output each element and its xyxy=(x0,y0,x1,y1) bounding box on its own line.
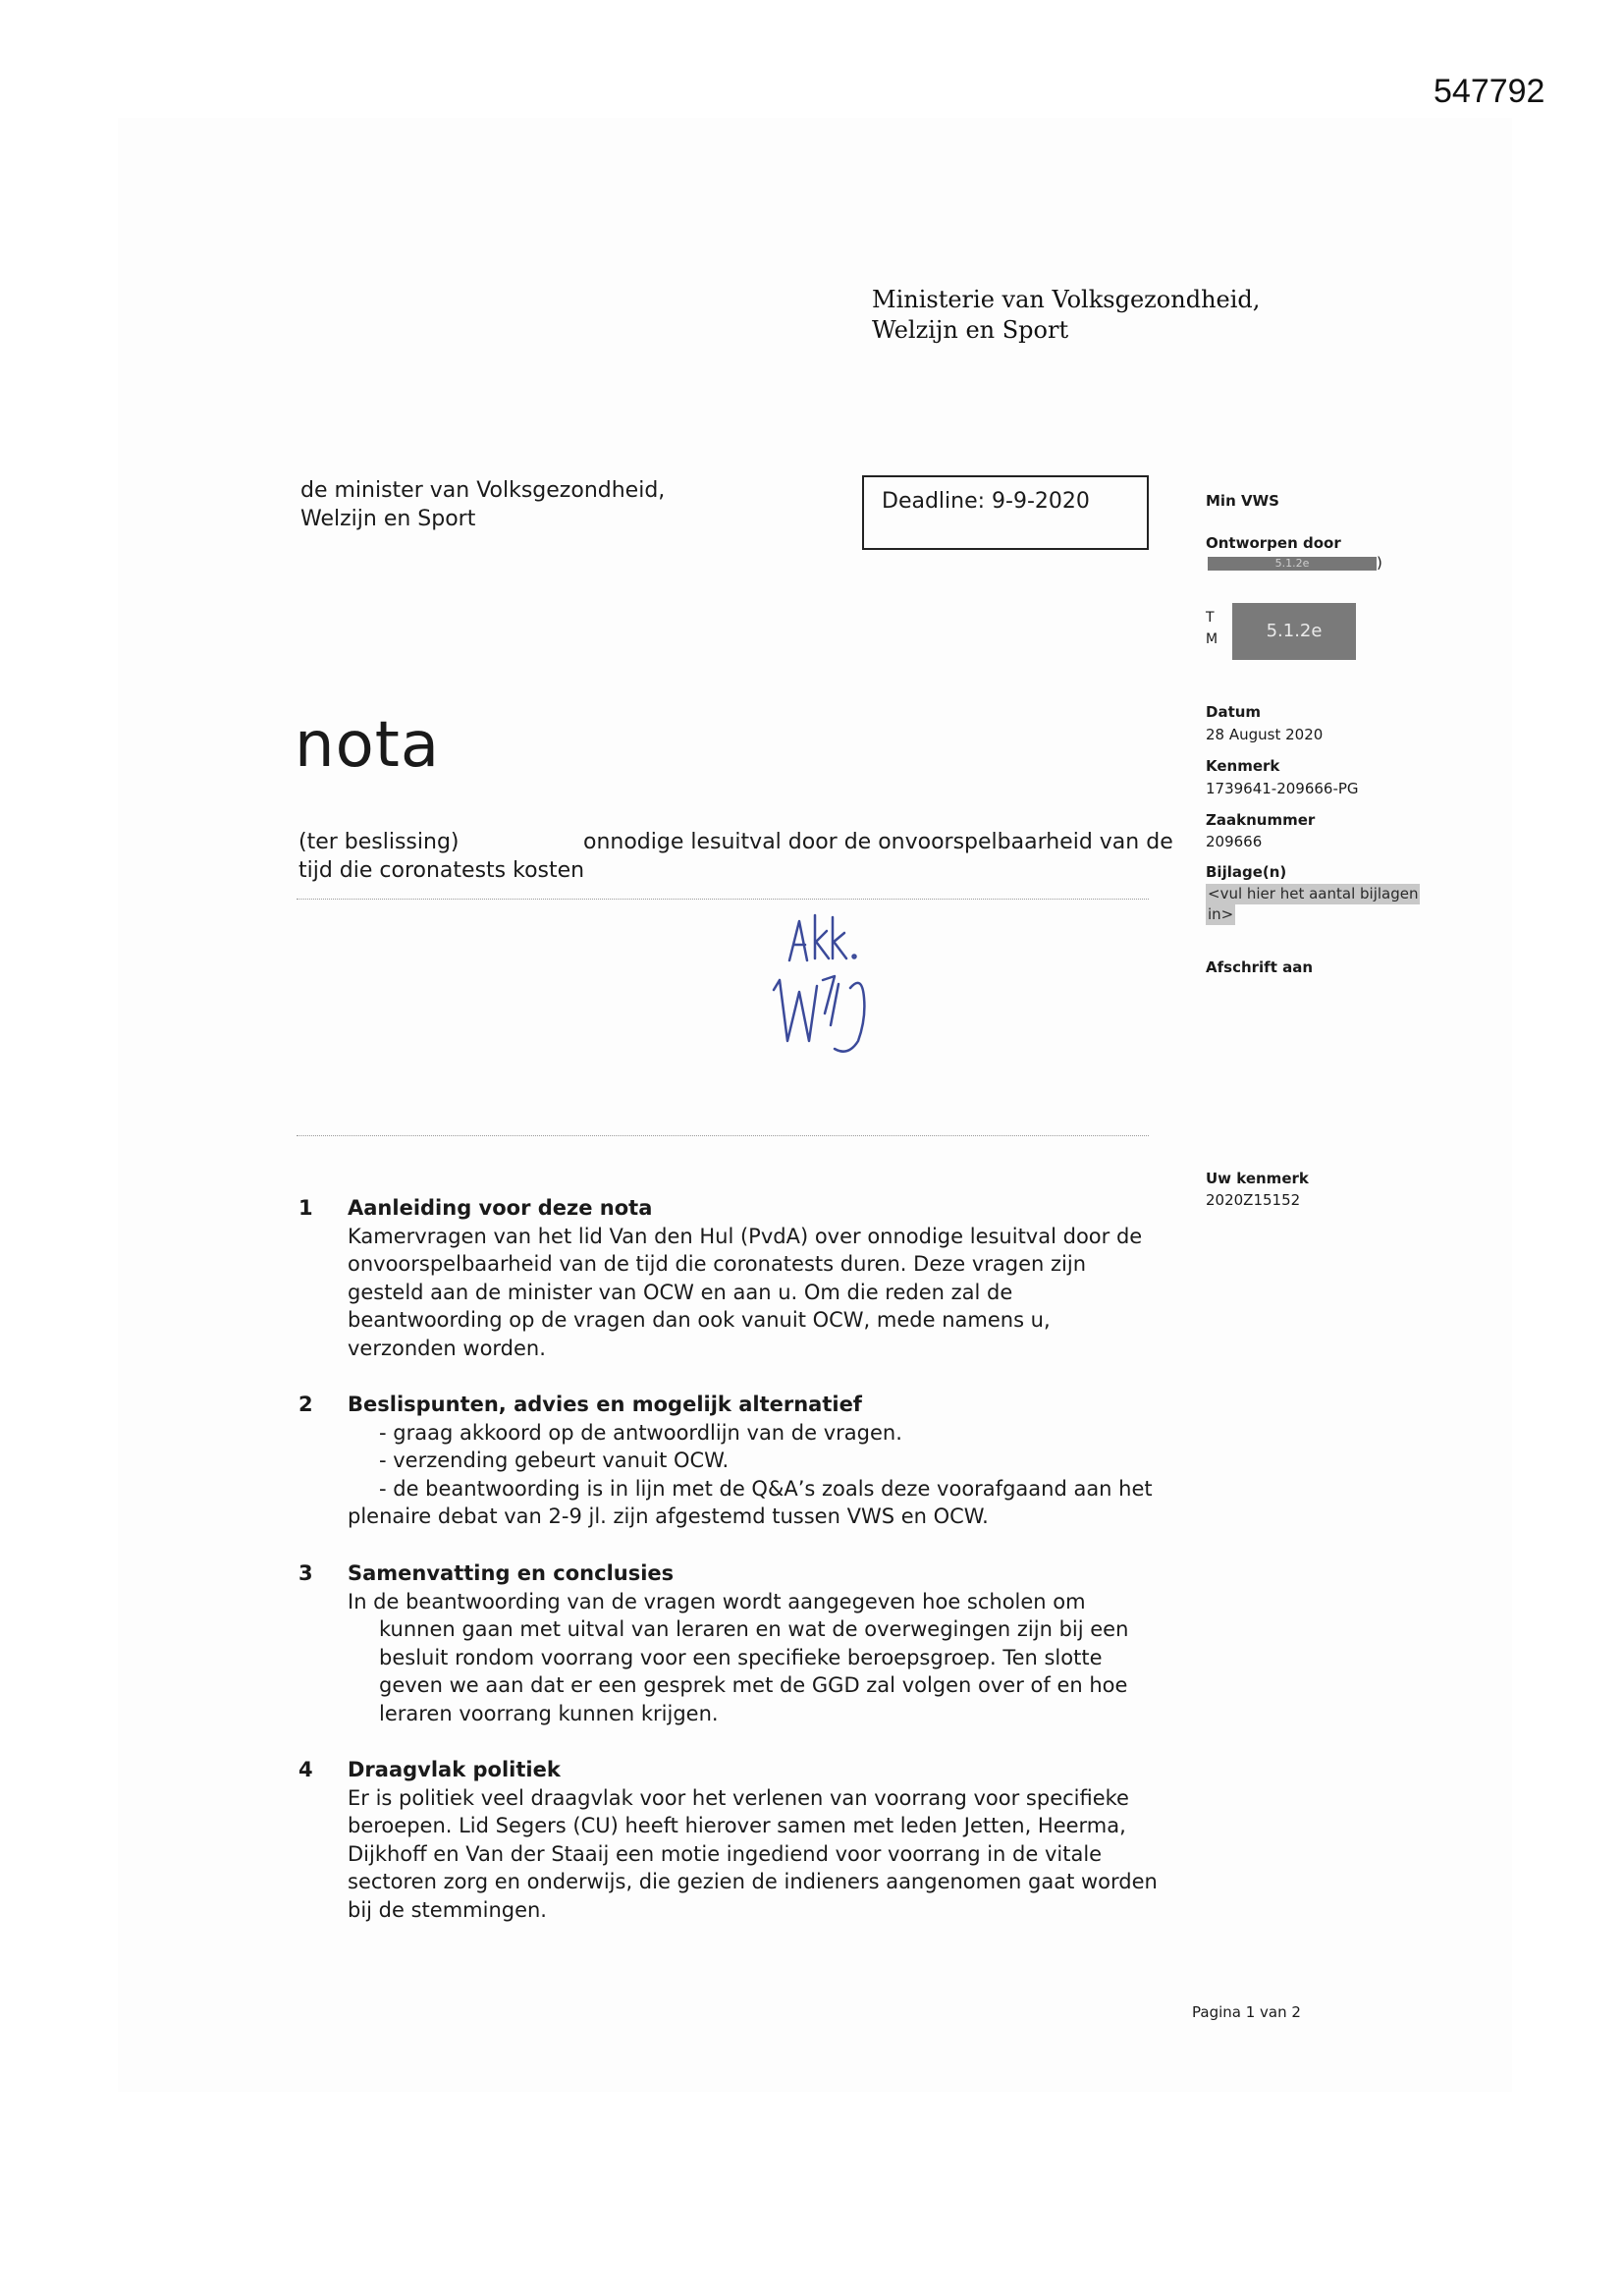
divider-top xyxy=(297,899,1149,900)
section-line: Kamervragen van het lid Van den Hul (PvdA) over onnodige lesuitval door de xyxy=(348,1224,1143,1248)
section-heading: Beslispunten, advies en mogelijk alternatief xyxy=(348,1393,862,1416)
section-1 xyxy=(298,1194,1182,1362)
recipient-label: Min VWS xyxy=(1206,492,1279,510)
deadline-box xyxy=(862,475,1149,550)
mobile-label: M xyxy=(1206,631,1218,647)
date-value: 28 August 2020 xyxy=(1206,726,1324,743)
section-2 xyxy=(298,1391,1182,1531)
section-number: 2 xyxy=(298,1393,313,1416)
section-line: sectoren zorg en onderwijs, die gezien de indieners aangenomen gaat worden xyxy=(348,1870,1158,1893)
your-reference-label: Uw kenmerk xyxy=(1206,1170,1309,1187)
section-line: kunnen gaan met uitval van leraren en wat de overwegingen zijn bij een xyxy=(379,1617,1129,1641)
section-number: 4 xyxy=(298,1758,313,1781)
addressee-line-2: Welzijn en Sport xyxy=(300,507,476,531)
section-line: beroepen. Lid Segers (CU) heeft hierover samen met leden Jetten, Heerma, xyxy=(348,1814,1126,1837)
attachments-label: Bijlage(n) xyxy=(1206,863,1287,881)
section-line: - graag akkoord op de antwoordlijn van de vragen. xyxy=(379,1420,902,1445)
section-number: 1 xyxy=(298,1196,313,1220)
section-heading: Aanleiding voor deze nota xyxy=(348,1196,653,1220)
section-line: - de beantwoording is in lijn met de Q&A’s zoals deze voorafgaand aan het xyxy=(379,1476,1153,1501)
reference-value: 1739641-209666-PG xyxy=(1206,780,1359,797)
subject-line-2: tijd die coronatests kosten xyxy=(298,858,585,883)
addressee-line-1: de minister van Volksgezondheid, xyxy=(300,478,666,503)
section-line: plenaire debat van 2-9 jl. zijn afgestemd tussen VWS en OCW. xyxy=(348,1504,989,1528)
attachments-placeholder-line-1: <vul hier het aantal bijlagen xyxy=(1208,885,1419,902)
section-heading: Draagvlak politiek xyxy=(348,1758,561,1781)
copy-to-label: Afschrift aan xyxy=(1206,958,1314,976)
section-line: gesteld aan de minister van OCW en aan u. Om die reden zal de xyxy=(348,1280,1013,1304)
handwritten-note xyxy=(766,903,923,1070)
case-number-label: Zaaknummer xyxy=(1206,811,1316,829)
subject-block xyxy=(298,828,1172,885)
section-line: leraren voorrang kunnen krijgen. xyxy=(379,1701,719,1725)
designed-by-label: Ontworpen door xyxy=(1206,534,1341,552)
subject-line-1: onnodige lesuitval door de onvoorspelbaarheid van de xyxy=(583,830,1173,854)
section-3 xyxy=(298,1559,1182,1727)
document-number: 547792 xyxy=(1434,73,1545,110)
subject-prefix: (ter beslissing) xyxy=(298,830,460,854)
section-number: 3 xyxy=(298,1561,313,1585)
contact-redaction: 5.1.2e xyxy=(1232,603,1356,660)
reference-label: Kenmerk xyxy=(1206,757,1280,775)
divider-bottom xyxy=(297,1135,1149,1136)
designed-by-redaction: 5.1.2e xyxy=(1208,557,1377,571)
section-line: Dijkhoff en Van der Staaij een motie ingediend voor voorrang in de vitale xyxy=(348,1841,1103,1866)
section-line: bij de stemmingen. xyxy=(348,1897,547,1922)
section-line: verzonden worden. xyxy=(348,1336,546,1360)
section-line: Er is politiek veel draagvlak voor het verlenen van voorrang voor specifieke xyxy=(348,1785,1129,1810)
document-title: nota xyxy=(295,709,441,782)
deadline-text: Deadline: 9-9-2020 xyxy=(882,489,1090,514)
page-footer: Pagina 1 van 2 xyxy=(1192,2003,1301,2021)
phone-label: T xyxy=(1206,610,1215,626)
ministry-letterhead xyxy=(872,285,1260,346)
section-line: beantwoording op de vragen dan ook vanuit OCW, mede namens u, xyxy=(348,1308,1051,1332)
section-line: - verzending gebeurt vanuit OCW. xyxy=(379,1449,730,1472)
your-reference-value: 2020Z15152 xyxy=(1206,1191,1301,1209)
attachments-placeholder-line-2: in> xyxy=(1208,905,1234,923)
section-line: geven we aan dat er een gesprek met de GGD zal volgen over of en hoe xyxy=(379,1673,1128,1697)
designed-by-paren: ) xyxy=(1377,554,1382,572)
section-4 xyxy=(298,1756,1182,1924)
ministry-line-1: Ministerie van Volksgezondheid, xyxy=(872,286,1261,313)
section-line: In de beantwoording van de vragen wordt aangegeven hoe scholen om xyxy=(348,1589,1086,1613)
ministry-line-2: Welzijn en Sport xyxy=(872,316,1069,344)
case-number-value: 209666 xyxy=(1206,833,1263,850)
section-line: onvoorspelbaarheid van de tijd die coronatests duren. Deze vragen zijn xyxy=(348,1252,1087,1276)
addressee-block xyxy=(300,476,665,533)
section-line: besluit rondom voorrang voor een specifieke beroepsgroep. Ten slotte xyxy=(379,1645,1103,1669)
date-label: Datum xyxy=(1206,703,1262,721)
section-heading: Samenvatting en conclusies xyxy=(348,1561,675,1585)
